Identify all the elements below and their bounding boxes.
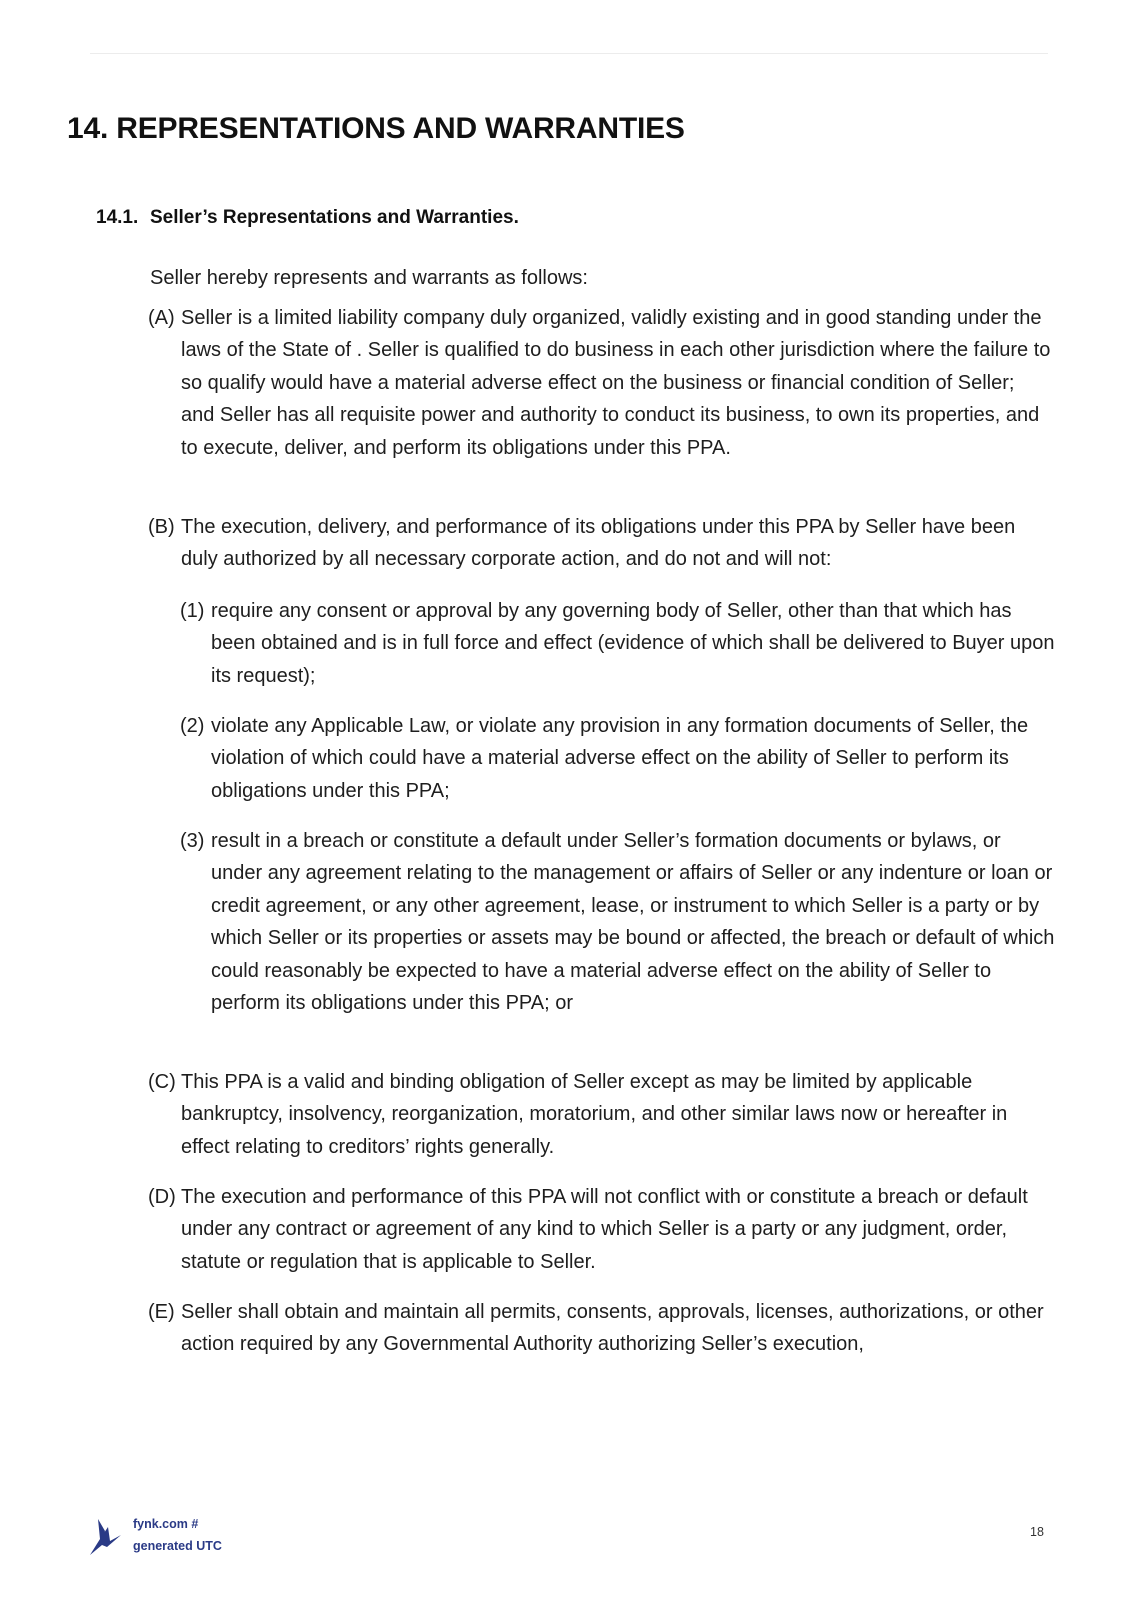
clause-d-text: The execution and performance of this PPA will not conflict with or constitute a breach or default under any contract or agreement of any kind to which Seller is a party or any judgment, order, statute or regulation that is applicable to Seller. — [181, 1186, 1028, 1273]
clause-b-marker: (B) — [148, 516, 175, 538]
footer-generated: generated UTC — [133, 1539, 222, 1553]
subsection-number: 14.1. — [96, 207, 139, 228]
clause-e — [148, 1296, 1053, 1361]
clause-c-marker: (C) — [148, 1071, 176, 1093]
clause-e-marker: (E) — [148, 1301, 175, 1323]
clause-c-text: This PPA is a valid and binding obligation of Seller except as may be limited by applicable bankruptcy, insolvency, reorganization, moratorium, and other similar laws now or hereafter in effect relating to creditors’ rights generally. — [181, 1071, 1008, 1158]
clause-b-item-3-marker: (3) — [180, 830, 205, 852]
clause-a — [148, 302, 1053, 464]
clause-b-item-3 — [180, 825, 1056, 1019]
clause-b-item-1-text: require any consent or approval by any governing body of Seller, other than that which has been obtained and is in full force and effect (evidence of which shall be delivered to Buyer upon its request); — [211, 600, 1055, 687]
clause-d — [148, 1181, 1053, 1278]
section-title: 14. REPRESENTATIONS AND WARRANTIES — [67, 112, 685, 145]
clause-a-marker: (A) — [148, 307, 175, 329]
page-number: 18 — [1030, 1525, 1044, 1539]
clause-b-item-3-text: result in a breach or constitute a default under Seller’s formation documents or bylaws, or under any agreement relating to the management or affairs of Seller or any indenture or loan or credit agreement, or any other agreement, lease, or instrument to which Seller is a party or by which Seller or its properties or assets may be bound or affected, the breach or default of which could reasonably be expected to have a material adverse effect on the ability of Seller to perform its obligations under this PPA; or — [211, 830, 1055, 1015]
clause-d-marker: (D) — [148, 1186, 176, 1208]
clause-e-text: Seller shall obtain and maintain all permits, consents, approvals, licenses, authorizations, or other action required by any Governmental Authority authorizing Seller’s execution, — [181, 1301, 1044, 1356]
clause-b-item-2-text: violate any Applicable Law, or violate any provision in any formation documents of Seller, the violation of which could have a material adverse effect on the ability of Seller to perform its obligations under this PPA; — [211, 715, 1029, 802]
clause-b-text: The execution, delivery, and performance of its obligations under this PPA by Seller have been duly authorized by all necessary corporate action, and do not and will not: — [181, 516, 1016, 571]
clause-b-item-2-marker: (2) — [180, 715, 205, 737]
clause-b-item-1-marker: (1) — [180, 600, 205, 622]
clause-b — [148, 511, 1053, 576]
clause-c — [148, 1066, 1053, 1163]
header-divider — [90, 53, 1048, 54]
clause-b-item-2 — [180, 710, 1056, 807]
clause-b-item-1 — [180, 595, 1056, 692]
subsection-heading — [96, 207, 519, 229]
footer-site: fynk.com # — [133, 1517, 199, 1531]
fynk-bird-logo-icon — [88, 1517, 122, 1557]
subsection-title: Seller’s Representations and Warranties. — [150, 207, 519, 228]
clause-a-text: Seller is a limited liability company duly organized, validly existing and in good standing under the laws of the State of . Seller is qualified to do business in each other jurisdiction where the failure to so qualify would have a material adverse effect on the business or financial condition of Seller; and Seller has all requisite power and authority to conduct its business, to own its properties, and to execute, deliver, and perform its obligations under this PPA. — [181, 307, 1051, 459]
intro-paragraph: Seller hereby represents and warrants as follows: — [150, 267, 588, 289]
